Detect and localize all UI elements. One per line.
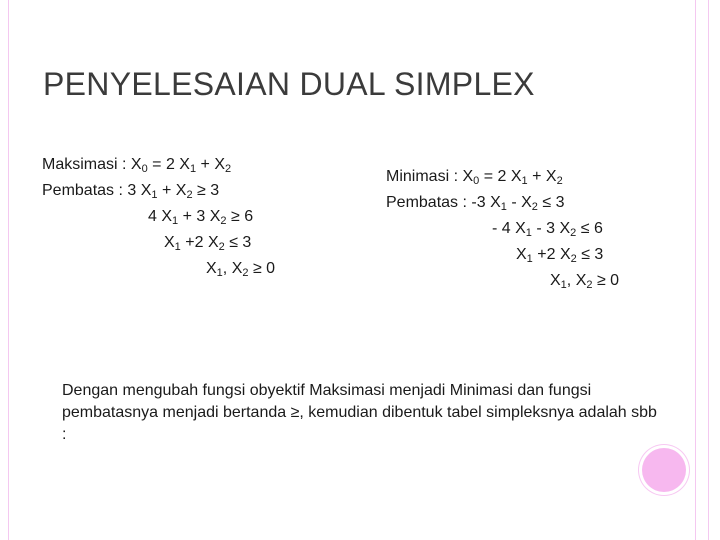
term: - 3 X — [536, 220, 571, 237]
term: + X — [161, 182, 187, 199]
subscript: 1 — [525, 227, 532, 239]
subscript: 2 — [556, 175, 563, 187]
minimasi-label: Minimasi : — [386, 168, 459, 185]
term: - 4 X — [492, 220, 526, 237]
subscript: 0 — [141, 163, 148, 175]
term: ≤ 3 — [229, 234, 252, 251]
subscript: 1 — [172, 215, 179, 227]
term: X — [206, 260, 217, 277]
maksimasi-constraint-4 — [206, 256, 275, 282]
subscript: 2 — [570, 227, 577, 239]
subscript: 1 — [526, 253, 533, 265]
subscript: 2 — [225, 163, 232, 175]
term: + X — [532, 168, 557, 185]
term: X — [164, 234, 175, 251]
subscript: 2 — [586, 279, 593, 291]
term: X — [130, 156, 142, 173]
subscript: 1 — [151, 189, 158, 201]
maksimasi-constraint-2 — [148, 204, 253, 230]
term: +2 X — [185, 234, 219, 251]
term: , X — [222, 260, 243, 277]
slide-title: PENYELESAIAN DUAL SIMPLEX — [43, 66, 535, 102]
subscript: 1 — [560, 279, 567, 291]
term: = 2 X — [152, 156, 190, 173]
term: - X — [511, 194, 532, 211]
maksimasi-objective — [42, 152, 231, 178]
term: = 2 X — [483, 168, 522, 185]
minimasi-constraint-2 — [492, 216, 603, 242]
term: , X — [566, 272, 587, 289]
term: ≥ 3 — [197, 182, 220, 199]
pembatas-label: Pembatas : — [42, 182, 123, 199]
subscript: 1 — [521, 175, 528, 187]
term: 4 X — [148, 208, 173, 225]
subscript: 2 — [220, 215, 227, 227]
minimasi-constraint-4 — [550, 268, 619, 294]
subscript: 2 — [531, 201, 538, 213]
term: ≤ 3 — [581, 246, 604, 263]
maksimasi-label: Maksimasi : — [42, 156, 127, 173]
maksimasi-constraint-3 — [164, 230, 251, 256]
decorative-circle — [642, 448, 686, 492]
maksimasi-constraint-1 — [42, 178, 219, 204]
minimasi-constraint-3 — [516, 242, 603, 268]
term: X — [550, 272, 561, 289]
term: ≥ 0 — [252, 260, 276, 277]
subscript: 1 — [174, 241, 181, 253]
subscript: 2 — [242, 267, 249, 279]
decorative-line — [708, 0, 709, 540]
term: + X — [200, 156, 226, 173]
term: ≤ 6 — [580, 220, 603, 237]
subscript: 1 — [216, 267, 223, 279]
subscript: 0 — [473, 175, 480, 187]
term: X — [516, 246, 527, 263]
term: X — [462, 168, 474, 185]
subscript: 2 — [218, 241, 225, 253]
term: ≤ 3 — [542, 194, 565, 211]
pembatas-label: Pembatas : — [386, 194, 467, 211]
minimasi-constraint-1 — [386, 190, 564, 216]
subscript: 2 — [570, 253, 577, 265]
term: 3 X — [127, 182, 152, 199]
explanation-paragraph: Dengan mengubah fungsi obyektif Maksimasi menjadi Minimasi dan fungsi pembatasnya menjadi bertanda ≥, kemudian dibentuk tabel simpleksnya adalah sbb : — [62, 382, 657, 443]
term: + 3 X — [182, 208, 221, 225]
term: ≥ 0 — [596, 272, 620, 289]
term: -3 X — [471, 194, 501, 211]
term: ≥ 6 — [230, 208, 254, 225]
minimasi-objective — [386, 164, 563, 190]
subscript: 1 — [189, 163, 197, 175]
term: +2 X — [537, 246, 571, 263]
subscript: 1 — [500, 201, 507, 213]
subscript: 2 — [186, 189, 193, 201]
